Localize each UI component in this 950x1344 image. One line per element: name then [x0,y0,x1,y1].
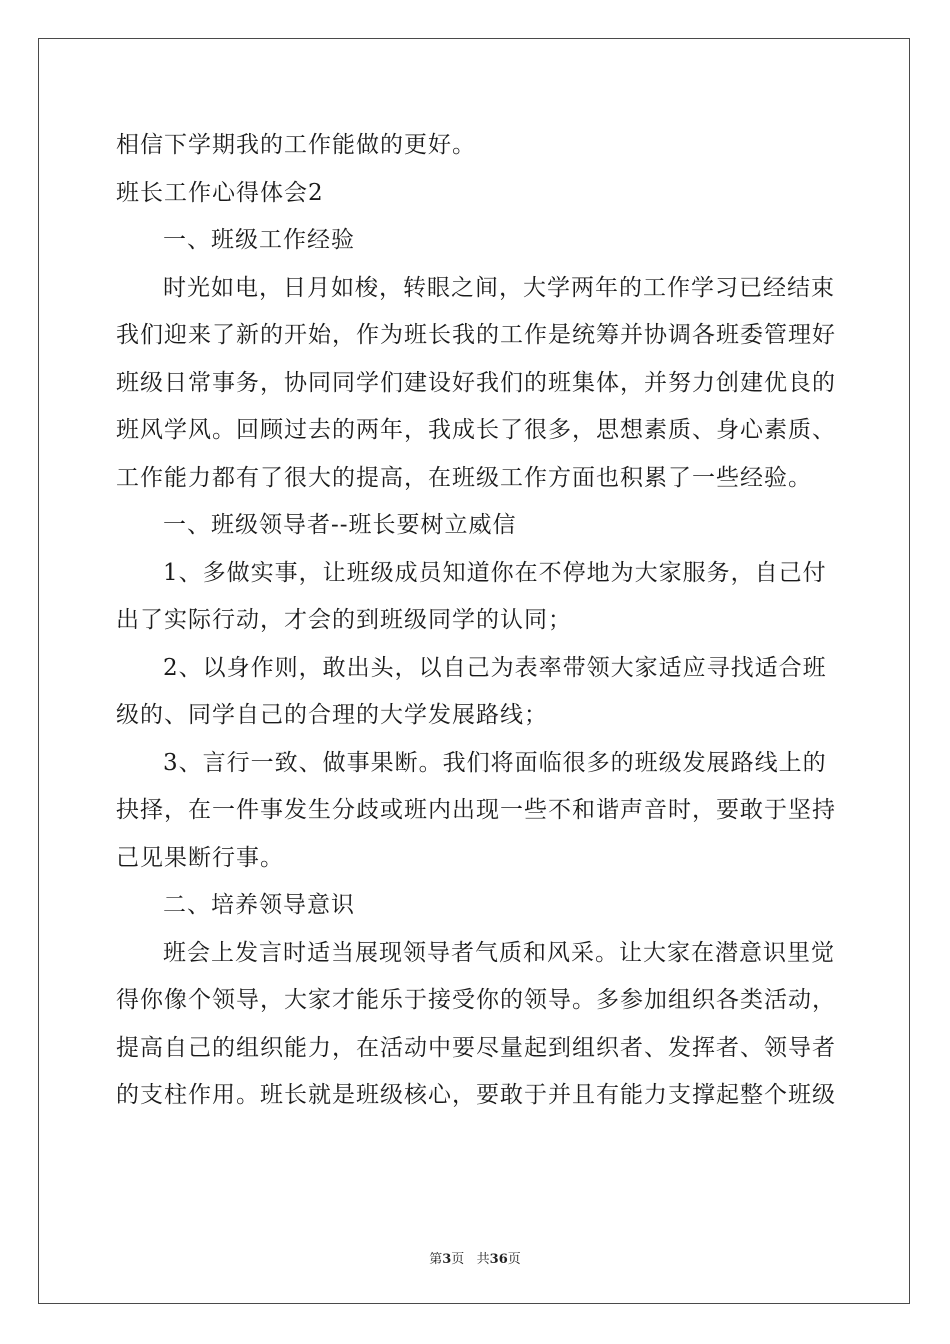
heading-line: 一、班级领导者--班长要树立威信 [163,512,517,538]
text-line: 出了实际行动，才会的到班级同学的认同； [116,607,572,633]
page-footer [0,1248,950,1267]
text-line: 2、以身作则，敢出头，以自己为表率带领大家适应寻找适合班 [163,654,827,681]
text-line: 己见果断行事。 [116,844,284,871]
text-line: 提高自己的组织能力，在活动中要尽量起到组织者、发挥者、领导者 [116,1034,836,1061]
text-line: 我们迎来了新的开始，作为班长我的工作是统筹并协调各班委管理好 [116,322,836,348]
current-page-number: 3 [442,1252,452,1267]
footer-prefix: 第 [429,1252,443,1267]
total-pages-number: 36 [489,1252,508,1267]
heading-line: 一、班级工作经验 [163,227,355,253]
text-line: 班会上发言时适当展现领导者气质和风采。让大家在潜意识里觉 [163,939,835,966]
text-line: 工作能力都有了很大的提高，在班级工作方面也积累了一些经验。 [116,464,812,491]
footer-suffix: 页 [507,1252,521,1267]
text-line: 相信下学期我的工作能做的更好。 [116,132,476,158]
text-line: 班风学风。回顾过去的两年，我成长了很多，思想素质、身心素质、 [116,417,836,443]
heading-line: 二、培养领导意识 [163,892,355,918]
text-line: 级的、同学自己的合理的大学发展路线； [116,702,548,728]
text-line: 3、言行一致、做事果断。我们将面临很多的班级发展路线上的 [163,749,827,776]
text-line: 得你像个领导，大家才能乐于接受你的领导。多参加组织各类活动， [116,987,836,1013]
text-line: 班级日常事务，协同同学们建设好我们的班集体，并努力创建优良的 [116,369,836,396]
section-title: 班长工作心得体会2 [116,179,324,206]
text-line: 的支柱作用。班长就是班级核心，要敢于并且有能力支撑起整个班级 [116,1082,836,1108]
text-line: 1、多做实事，让班级成员知道你在不停地为大家服务，自己付 [163,559,827,586]
text-line: 抉择，在一件事发生分歧或班内出现一些不和谐声音时，要敢于坚持 [116,797,836,823]
document-body [116,122,836,1120]
text-line: 时光如电，日月如梭，转眼之间，大学两年的工作学习已经结束 [163,274,835,301]
footer-mid: 页 共 [451,1252,490,1267]
